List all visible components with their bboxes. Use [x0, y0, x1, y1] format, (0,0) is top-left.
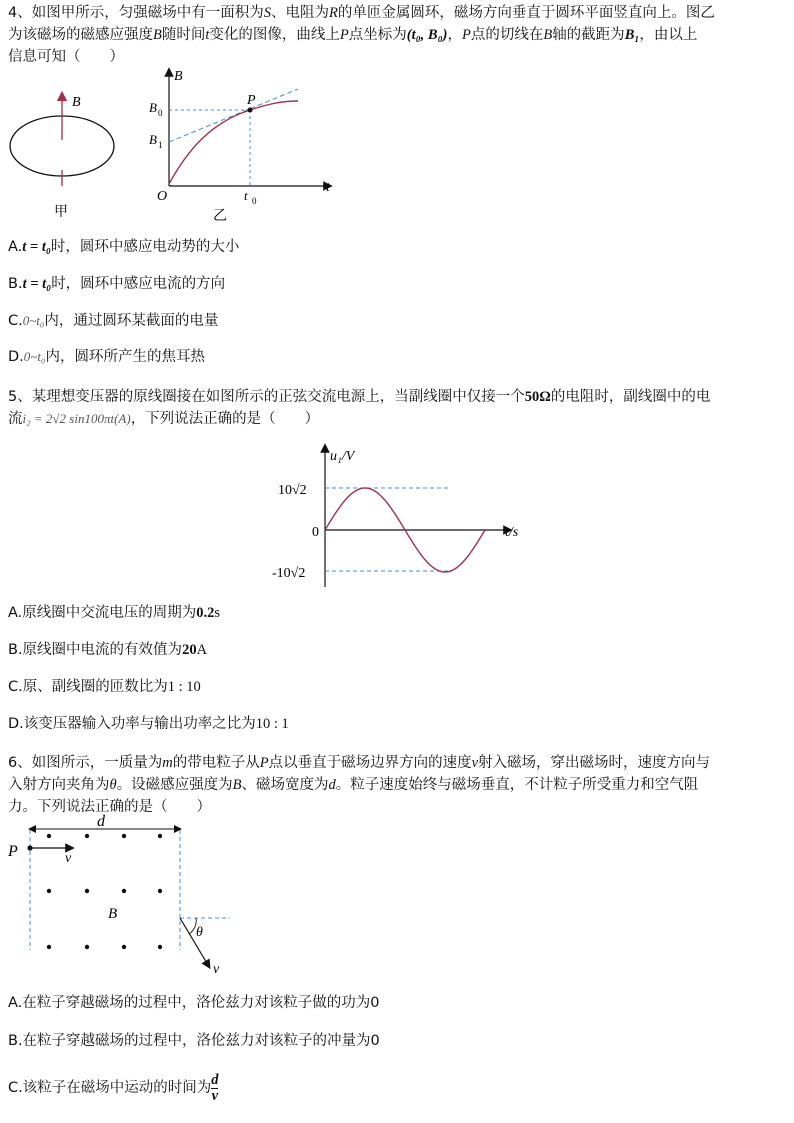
q6-text: 射入磁场，穿出磁场时，速度方向与 [478, 755, 711, 771]
q5-text: 流 [8, 411, 23, 427]
option-value: 20 [182, 642, 197, 658]
symbol-P: P [339, 27, 349, 43]
option-letter: B. [8, 276, 23, 292]
option-letter: A. [8, 239, 23, 255]
axis-label-ts: t/s [505, 525, 519, 540]
q5-text: ，下列说法正确的是（ ） [130, 411, 320, 427]
symbol-S: S [263, 5, 271, 21]
fraction-denominator: v [211, 1087, 219, 1104]
q6-text: 、磁场宽度为 [241, 777, 329, 793]
q4-text: 轴的截距为 [552, 27, 625, 43]
option-value: 1 : 10 [167, 679, 201, 695]
option-text: A.原线圈中交流电压的周期为 [8, 605, 197, 621]
q5-option-C[interactable] [8, 676, 201, 698]
q6-line-1 [8, 752, 710, 774]
axis-label-B: B [174, 69, 183, 84]
option-math: 0~t₀ [22, 313, 45, 328]
q5-option-B[interactable] [8, 639, 207, 661]
option-math: t = t₀ [22, 276, 52, 292]
option-letter: C. [8, 313, 23, 329]
label-t0-sub: 0 [252, 196, 257, 206]
figure-jia [0, 88, 130, 223]
origin-label: 0 [312, 525, 319, 540]
q6-text: 。粒子速度始终与磁场垂直，不计粒子所受重力和空气阻 [335, 777, 699, 793]
option-text: 时，圆环中感应电流的方向 [51, 276, 226, 292]
option-text: B.原线圈中电流的有效值为 [8, 642, 183, 658]
point-P [248, 108, 253, 113]
fraction-d-over-v [211, 1073, 218, 1104]
option-math: t = t₀ [22, 239, 51, 255]
current-formula: i₂ = 2√2 sin100πt(A) [22, 411, 131, 426]
symbol-B1: B₁ [624, 27, 640, 43]
q4-text: 为该磁场的磁感应强度 [8, 27, 153, 43]
q4-line-1 [8, 2, 715, 24]
label-d: d [97, 813, 105, 830]
option-unit: s [214, 605, 221, 621]
caption-yi: 乙 [213, 208, 227, 224]
q5-line-1 [8, 386, 710, 408]
q4-text: 变化的图像，曲线上 [209, 27, 340, 43]
q4-option-C[interactable] [8, 310, 218, 332]
label-theta: θ [196, 925, 203, 940]
option-value: 10 : 1 [255, 716, 289, 732]
q6-text: 。设磁感应强度为 [116, 777, 233, 793]
option-text: A.在粒子穿越磁场的过程中，洛伦兹力对该粒子做的功为0 [8, 995, 380, 1011]
q4-text: 的单匝金属圆环，磁场方向垂直于圆环平面竖直向上。图乙 [337, 5, 715, 21]
option-text: D.该变压器输入功率与输出功率之比为 [8, 716, 256, 732]
q4-line-2 [8, 24, 697, 46]
label-v-out: v [213, 962, 220, 977]
q6-text: 力。下列说法正确的是（ ） [8, 799, 211, 815]
q6-option-A[interactable] [8, 992, 380, 1014]
q4-text: 点坐标为 [348, 27, 407, 43]
axis-label-t: t [326, 180, 330, 195]
origin-label: O [157, 189, 168, 204]
ymin-label: -10√2 [272, 566, 306, 581]
figure-sine-voltage [268, 442, 538, 592]
velocity-out-arrow [180, 918, 208, 965]
q6-text: 6、如图所示，一质量为 [8, 755, 163, 771]
option-letter: D. [8, 349, 24, 365]
figure-magnetic-field [0, 810, 240, 980]
symbol-P: P [259, 755, 269, 771]
q6-option-C[interactable] [8, 1070, 218, 1106]
label-B1-sub: 1 [158, 140, 163, 150]
q6-option-B[interactable] [8, 1030, 380, 1052]
q4-text: 随时间 [161, 27, 206, 43]
option-unit: A [196, 642, 208, 658]
axis-label-u1: u₁/V [330, 449, 355, 464]
option-text: 内，通过圆环某截面的电量 [44, 313, 219, 329]
symbol-R: R [328, 5, 338, 21]
q4-text: 、电阻为 [270, 5, 329, 21]
q4-text: 信息可知（ ） [8, 49, 124, 65]
option-text: C.原、副线圈的匝数比为 [8, 679, 168, 695]
fraction-numerator: d [211, 1071, 219, 1088]
label-t0: t [244, 188, 248, 203]
symbol-v: v [471, 755, 479, 771]
q5-text: 的电阻时，副线圈中的电 [550, 389, 711, 405]
q4-text: ，由以上 [639, 27, 698, 43]
resistor-value: 50Ω [524, 389, 551, 405]
figure-yi [140, 64, 340, 224]
option-text: C.该粒子在磁场中运动的时间为 [8, 1080, 212, 1096]
option-text: 时，圆环中感应电动势的大小 [50, 239, 240, 255]
label-B0: B [149, 100, 157, 115]
q5-option-A[interactable] [8, 602, 220, 624]
symbol-d: d [328, 777, 336, 793]
option-math: 0~t₀ [23, 349, 46, 364]
label-B1: B [149, 132, 157, 147]
label-P: P [247, 93, 256, 108]
q4-text: 点的切线在 [470, 27, 544, 43]
q6-text: 点以垂直于磁场边界方向的速度 [268, 755, 472, 771]
b-t-curve [169, 101, 298, 184]
q4-text: ， [447, 27, 462, 43]
symbol-theta: θ [109, 777, 117, 793]
symbol-B: B [153, 27, 162, 43]
tangent-line [169, 89, 298, 142]
label-B0-sub: 0 [158, 108, 163, 118]
q4-option-B[interactable] [8, 273, 225, 295]
q4-line-3 [8, 46, 124, 68]
ymax-label: 10√2 [278, 483, 307, 498]
q6-text: 的带电粒子从 [172, 755, 260, 771]
q4-text: 4、如图甲所示，匀强磁场中有一面积为 [8, 5, 264, 21]
caption-jia: 甲 [54, 204, 68, 220]
symbol-B: B [543, 27, 553, 43]
label-B: B [72, 95, 81, 110]
label-P: P [8, 843, 18, 860]
symbol-B: B [232, 777, 242, 793]
q6-text: 入射方向夹角为 [8, 777, 110, 793]
symbol-t: t [205, 27, 210, 43]
q4-option-D[interactable] [8, 346, 205, 368]
label-B: B [108, 906, 118, 922]
option-text: B.在粒子穿越磁场的过程中，洛伦兹力对该粒子的冲量为0 [8, 1033, 380, 1049]
option-text: 内，圆环所产生的焦耳热 [45, 349, 205, 365]
q5-line-2 [8, 408, 319, 430]
q5-option-D[interactable] [8, 713, 289, 735]
q6-line-2 [8, 774, 698, 796]
coordinate-t0-B0: (t₀, B₀) [406, 27, 448, 43]
option-value: 0.2 [196, 605, 215, 621]
symbol-P: P [461, 27, 471, 43]
q5-text: 5、某理想变压器的原线圈接在如图所示的正弦交流电源上，当副线圈中仅接一个 [8, 389, 525, 405]
symbol-m: m [162, 755, 173, 771]
q4-option-A[interactable] [8, 236, 239, 258]
label-v-in: v [65, 851, 72, 866]
